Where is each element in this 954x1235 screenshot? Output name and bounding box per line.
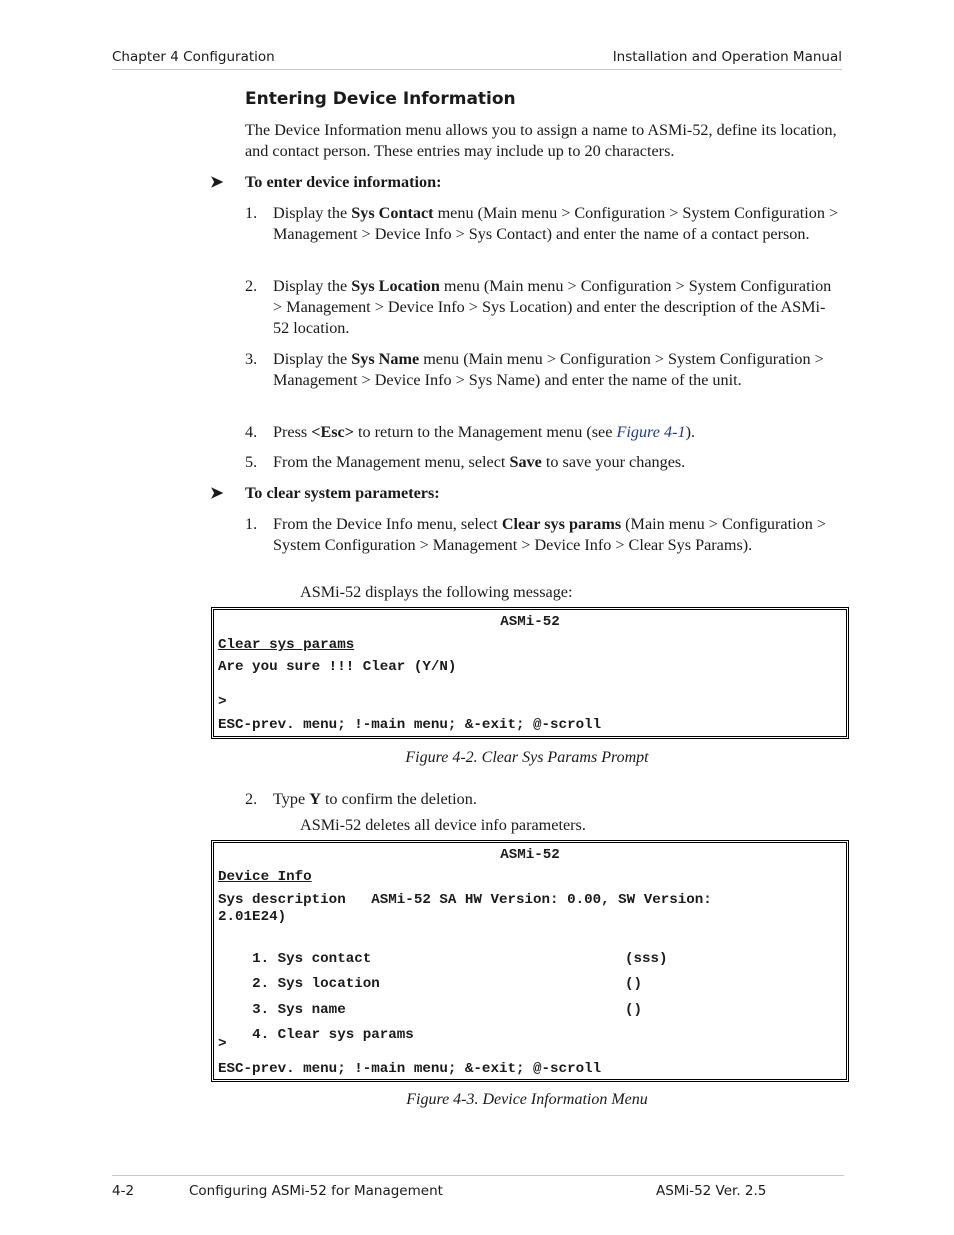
- terminal-menu-name: Clear sys params: [218, 637, 355, 653]
- page-footer: [112, 1175, 844, 1200]
- step-text: Display the: [273, 277, 352, 295]
- step-number: 5.: [245, 453, 258, 471]
- terminal-clear-sys-params: [211, 607, 849, 739]
- procedure-title: To enter device information:: [245, 173, 442, 191]
- menu-item-label: 2. Sys location: [252, 976, 380, 992]
- header-chapter: Chapter 4 Configuration: [112, 49, 275, 65]
- step-4-press-esc: [245, 422, 840, 443]
- step-2-sys-location: [245, 276, 840, 339]
- step-text: to save your changes.: [541, 453, 686, 471]
- step-number: 3.: [245, 350, 258, 368]
- step-text: to confirm the deletion.: [320, 790, 477, 808]
- page-header: [112, 49, 842, 70]
- menu-item-label: 3. Sys name: [252, 1002, 346, 1018]
- terminal-title: ASMi-52: [500, 847, 560, 863]
- step-text: to return to the Management menu (see: [353, 423, 617, 441]
- clear-step-1: [245, 514, 840, 556]
- menu-item-label: 1. Sys contact: [252, 951, 372, 967]
- terminal-menu-name: Device Info: [218, 869, 312, 885]
- step-text: Press: [273, 423, 312, 441]
- terminal-footer-keys: ESC-prev. menu; !-main menu; &-exit; @-scroll: [218, 717, 602, 733]
- step-keyword: Y: [309, 790, 321, 808]
- step-text: From the Device Info menu, select: [273, 515, 502, 533]
- terminal-device-info-menu: [211, 840, 849, 1082]
- terminal-confirm-prompt: Are you sure !!! Clear (Y/N): [218, 659, 457, 675]
- step-text: (Main menu > Configuration > System Configuration > Management > Device Info > Clear Sys Params).: [273, 515, 826, 554]
- figure-caption: Figure 4-3. Device Information Menu: [406, 1091, 648, 1108]
- section-heading: Entering Device Information: [245, 89, 516, 109]
- clear-step-2: [245, 789, 840, 810]
- procedure-title: To clear system parameters:: [245, 484, 440, 502]
- figure-caption: Figure 4-2. Clear Sys Params Prompt: [405, 749, 649, 766]
- header-manual-title: Installation and Operation Manual: [612, 49, 842, 65]
- step-3-sys-name: [245, 349, 840, 391]
- step-text: From the Management menu, select: [273, 453, 510, 471]
- menu-item-clear-sys-params[interactable]: [218, 1011, 838, 1059]
- step-text: ).: [685, 423, 696, 441]
- step-text: menu (Main menu > Configuration > System Configuration > Management > Device Info > Sys Location) and enter the description of the ASMi-52 location.: [273, 277, 832, 337]
- step-result-note: ASMi-52 deletes all device info parameters.: [300, 816, 586, 834]
- step-number: 1.: [245, 515, 258, 533]
- step-keyword: <Esc>: [311, 423, 354, 441]
- step-number: 2.: [245, 277, 258, 295]
- step-number: 2.: [245, 790, 258, 808]
- menu-item-value: (): [625, 1002, 643, 1018]
- footer-version: ASMi-52 Ver. 2.5: [656, 1183, 767, 1199]
- footer-section-title: Configuring ASMi-52 for Management: [189, 1183, 443, 1199]
- step-keyword: Sys Location: [351, 277, 440, 295]
- step-text: Display the: [273, 350, 352, 368]
- step-keyword: Save: [509, 453, 542, 471]
- procedure-arrow-icon: ➤: [210, 173, 224, 191]
- step-text: menu (Main menu > Configuration > System Configuration > Management > Device Info > Sys Name) and enter the name of the unit.: [273, 350, 824, 389]
- procedure-arrow-icon: ➤: [210, 484, 224, 502]
- sys-description-continued: 2.01E24): [218, 909, 287, 925]
- step-keyword: Clear sys params: [501, 515, 622, 533]
- step-text: menu (Main menu > Configuration > System Configuration > Management > Device Info > Sys Contact) and enter the name of a contact person.: [273, 204, 839, 243]
- menu-item-value: (sss): [625, 951, 668, 967]
- intro-paragraph: The Device Information menu allows you to assign a name to ASMi-52, define its location, and contact person. These entries may include up to 20 characters.: [245, 121, 837, 160]
- step-keyword: Sys Contact: [351, 204, 434, 222]
- terminal-cursor: >: [218, 694, 227, 710]
- menu-item-label: 4. Clear sys params: [252, 1027, 414, 1043]
- step-keyword: Sys Name: [351, 350, 420, 368]
- step-result-note: ASMi-52 displays the following message:: [300, 583, 573, 601]
- page-number: 4-2: [112, 1183, 135, 1199]
- terminal-footer-keys: ESC-prev. menu; !-main menu; &-exit; @-scroll: [218, 1061, 602, 1077]
- procedure-clear-system-params: [210, 483, 440, 503]
- figure-4-1-link[interactable]: Figure 4-1: [616, 423, 686, 441]
- step-1-sys-contact: [245, 203, 840, 245]
- terminal-title: ASMi-52: [500, 614, 560, 630]
- sys-description-line: Sys description ASMi-52 SA HW Version: 0.00, SW Version:: [218, 892, 712, 908]
- procedure-enter-device-info: [210, 172, 441, 192]
- step-text: Display the: [273, 204, 352, 222]
- menu-item-value: (): [625, 976, 643, 992]
- terminal-cursor: >: [218, 1036, 227, 1052]
- step-5-save: [245, 452, 840, 473]
- step-number: 4.: [245, 423, 258, 441]
- step-text: Type: [273, 790, 310, 808]
- step-number: 1.: [245, 204, 258, 222]
